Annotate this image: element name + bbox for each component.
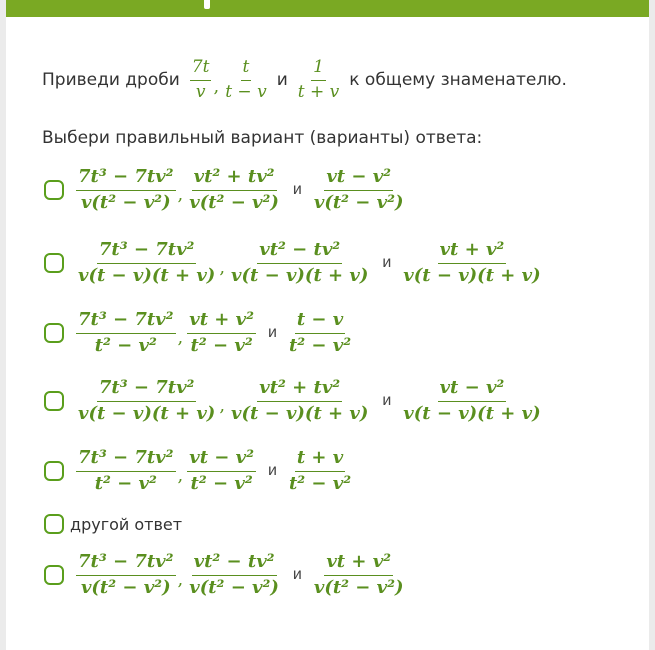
option-math [74,552,408,598]
option-and: и [382,254,392,272]
option-fraction [76,378,217,424]
answer-option-7[interactable] [44,552,408,598]
option-fraction [76,552,176,598]
fraction-denominator: v(t² − v²) [313,576,404,598]
checkbox-icon[interactable] [44,391,64,411]
option-fraction [287,310,353,356]
fraction-denominator: v(t − v)(t + v) [403,402,541,424]
option-fraction [401,240,542,286]
option-math [74,448,355,494]
checkbox-icon[interactable] [44,323,64,343]
header-mark [204,0,210,9]
option-and: и [382,392,392,410]
checkbox-icon[interactable] [44,461,64,481]
fraction-denominator: t² − v² [94,334,157,356]
other-answer-label: другой ответ [70,514,183,534]
fraction-denominator: t² − v² [288,334,352,356]
fraction-denominator: t − v [225,81,267,102]
option-math [74,378,545,424]
comma: , [213,76,220,97]
fraction-numerator: 7t [190,58,212,81]
option-and: и [268,324,277,342]
checkbox-icon[interactable] [44,253,64,273]
comma: , [219,257,226,279]
fraction-denominator: t + v [297,81,340,102]
option-math [74,167,408,213]
fraction-denominator: v(t − v)(t + v) [231,402,369,424]
fraction-denominator: v(t² − v²) [189,191,279,213]
fraction-numerator: t + v [295,448,345,472]
fraction-denominator: v(t² − v²) [189,576,279,598]
fraction-denominator: v(t² − v²) [313,191,404,213]
frame-left-border [0,0,6,650]
fraction-numerator: 1 [311,58,326,81]
fraction-numerator: vt² + tv² [257,378,342,402]
option-and: и [268,462,277,480]
fraction-denominator: t² − v² [190,334,253,356]
answer-option-4[interactable] [44,378,545,424]
checkbox-icon[interactable] [44,180,64,200]
checkbox-icon[interactable] [44,514,64,534]
question-text [42,55,642,105]
fraction-denominator: v(t² − v²) [80,191,171,213]
option-fraction [287,448,353,494]
fraction-numerator: vt + v² [324,552,393,576]
question-prefix: Приведи дроби [42,70,180,90]
fraction-numerator: t − v [295,310,345,334]
fraction-numerator: vt − v² [324,167,393,191]
fraction-denominator: t² − v² [288,472,352,494]
fraction-denominator: t² − v² [190,472,253,494]
option-fraction [76,448,176,494]
fraction-denominator: v(t − v)(t + v) [403,264,541,286]
fraction-numerator: vt + v² [187,310,256,334]
fraction-denominator: v(t² − v²) [80,576,171,598]
comma: , [177,327,184,349]
frame-right-border [649,0,655,650]
option-fraction [312,552,406,598]
fraction-numerator: vt² − tv² [192,552,277,576]
fraction-denominator: v(t − v)(t + v) [231,264,369,286]
checkbox-icon[interactable] [44,565,64,585]
option-fraction [401,378,542,424]
fraction-numerator: vt + v² [438,240,507,264]
fraction-numerator: 7t³ − 7tv² [76,310,176,334]
option-fraction [187,310,256,356]
comma: , [177,465,184,487]
fraction-numerator: vt − v² [438,378,507,402]
option-and: и [292,181,302,199]
question-fraction-1 [190,58,212,102]
fraction-numerator: 7t³ − 7tv² [76,167,176,191]
option-math [74,310,355,356]
answer-option-3[interactable] [44,310,355,356]
answer-option-1[interactable] [44,167,408,213]
option-fraction [229,378,370,424]
fraction-numerator: vt² − tv² [257,240,342,264]
fraction-denominator: v(t − v)(t + v) [78,264,216,286]
fraction-numerator: 7t³ − 7tv² [97,240,197,264]
fraction-numerator: 7t³ − 7tv² [97,378,197,402]
option-fraction [312,167,406,213]
option-fraction [76,240,217,286]
answer-option-5[interactable] [44,448,355,494]
fraction-denominator: t² − v² [94,472,157,494]
answer-instruction: Выбери правильный вариант (варианты) ответа: [42,128,483,148]
question-fraction-2 [223,58,269,102]
fraction-denominator: v [195,81,206,102]
fraction-numerator: 7t³ − 7tv² [76,552,176,576]
option-fraction [187,552,281,598]
option-fraction [76,167,176,213]
question-fraction-3 [296,58,342,102]
answer-option-other[interactable] [44,514,182,534]
fraction-numerator: t [241,58,252,81]
option-fraction [229,240,370,286]
comma: , [177,569,184,591]
comma: , [177,184,184,206]
question-and: и [276,70,288,90]
option-fraction [187,448,256,494]
fraction-numerator: vt − v² [187,448,256,472]
comma: , [219,395,226,417]
option-math [74,240,545,286]
fraction-denominator: v(t − v)(t + v) [78,402,216,424]
answer-option-2[interactable] [44,240,545,286]
fraction-numerator: vt² + tv² [192,167,277,191]
option-fraction [76,310,176,356]
option-fraction [187,167,281,213]
header-bar [6,0,649,17]
question-suffix: к общему знаменателю. [349,70,567,90]
fraction-numerator: 7t³ − 7tv² [76,448,176,472]
option-and: и [292,566,302,584]
